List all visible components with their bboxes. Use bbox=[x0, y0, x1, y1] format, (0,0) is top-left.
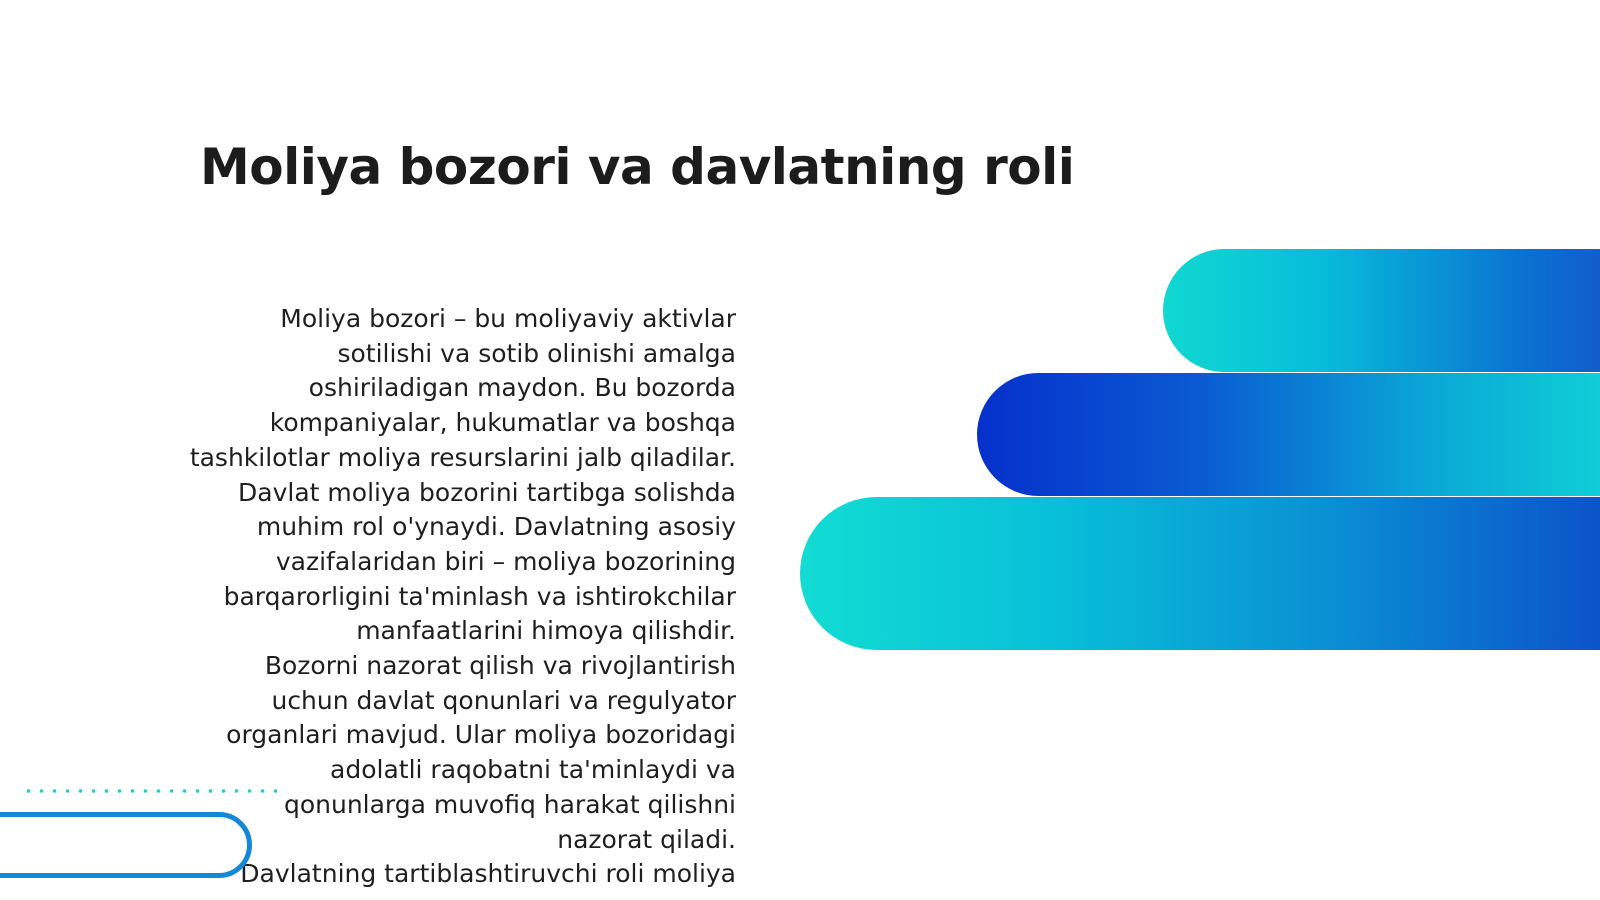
paragraph: Davlatning tartiblashtiruvchi roli moliya bbox=[240, 859, 736, 889]
paragraph: Bozorni nazorat qilish va rivojlantirish uchun davlat qonunlari va regulyator organlari mavjud. Ular moliya bozoridagi adolatli raqobatni ta'minlaydi va qonunlarga muvofiq harakat qilishni nazorat qiladi. bbox=[226, 651, 736, 854]
decorative-pill-top bbox=[1163, 249, 1600, 372]
decorative-outline-pill bbox=[0, 812, 252, 878]
body-text bbox=[140, 302, 736, 892]
decorative-pill-bottom bbox=[800, 497, 1600, 650]
decorative-pill-middle bbox=[977, 373, 1600, 496]
paragraph: Davlat moliya bozorini tartibga solishda muhim rol o'ynaydi. Davlatning asosiy vazifalaridan biri – moliya bozorining barqarorligini ta'minlash va ishtirokchilar manfaatlarini himoya qilishdir. bbox=[223, 477, 736, 646]
decorative-dotted-line bbox=[22, 789, 284, 793]
slide-title: Moliya bozori va davlatning roli bbox=[200, 138, 1075, 196]
paragraph: Moliya bozori – bu moliyaviy aktivlar sotilishi va sotib olinishi amalga oshiriladigan maydon. Bu bozorda kompaniyalar, hukumatlar va boshqa tashkilotlar moliya resurslarini jalb qiladilar. bbox=[189, 304, 736, 472]
